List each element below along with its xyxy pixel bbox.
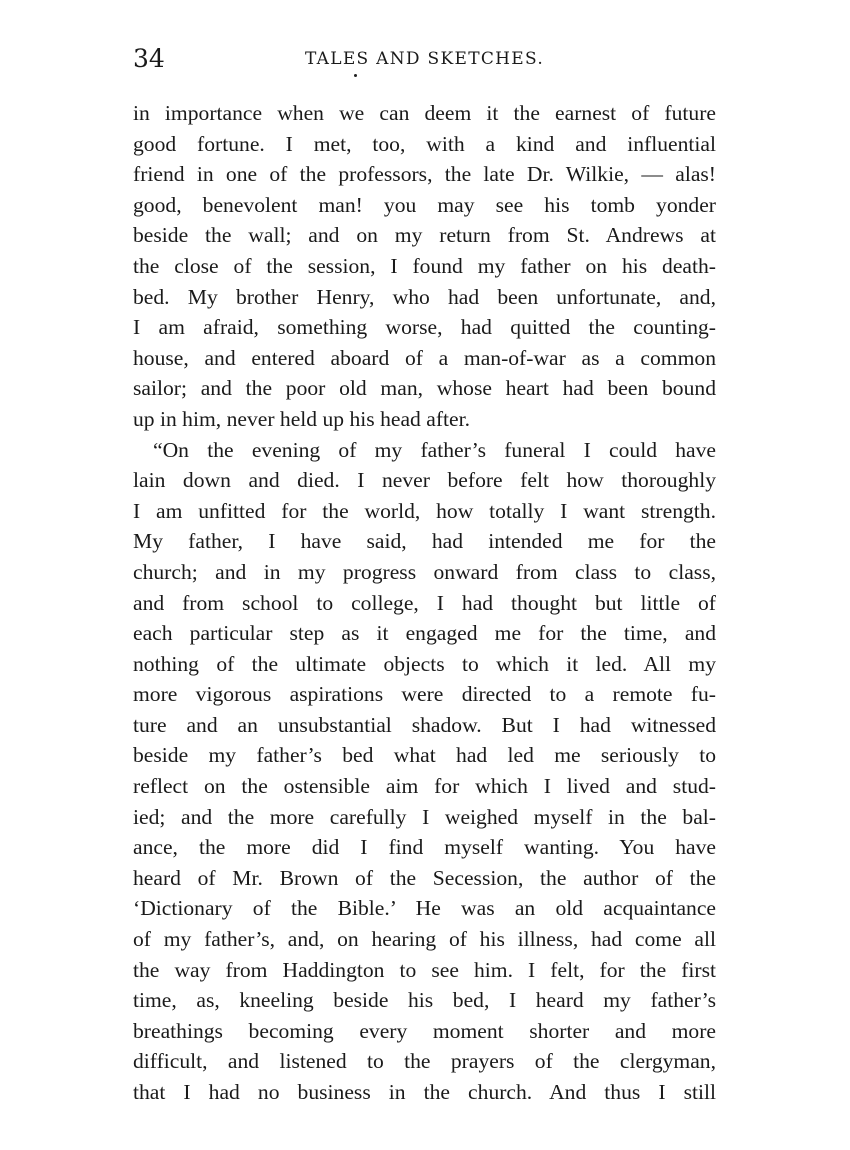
text-line: house, and entered aboard of a man-of-war as a common: [133, 345, 716, 370]
text-line: heard of Mr. Brown of the Secession, the author of the: [133, 865, 716, 890]
text-line: lain down and died. I never before felt how thoroughly: [133, 468, 716, 493]
text-line: “On the evening of my father’s funeral I could have: [153, 437, 716, 462]
text-line: in importance when we can deem it the earnest of future: [133, 101, 716, 125]
paragraph: [133, 98, 716, 435]
text-line: ture and an unsubstantial shadow. But I had witnessed: [133, 712, 716, 737]
running-title: TALES AND SKETCHES.: [304, 49, 545, 69]
text-line: sailor; and the poor old man, whose heart had been bound: [133, 376, 716, 401]
text-line: My father, I have said, had intended me for the: [133, 529, 716, 554]
text-line: each particular step as it engaged me for the time, and: [133, 621, 716, 646]
text-line: church; and in my progress onward from class to class,: [133, 559, 716, 584]
text-line: nothing of the ultimate objects to which it led. All my: [133, 651, 716, 676]
text-line: good fortune. I met, too, with a kind and influential: [133, 131, 716, 156]
text-line: good, benevolent man! you may see his tomb yonder: [133, 192, 716, 217]
text-line: breathings becoming every moment shorter and more: [133, 1018, 716, 1043]
text-line: beside my father’s bed what had led me seriously to: [133, 743, 716, 768]
text-line: up in him, never held up his head after.: [133, 406, 471, 431]
text-line: and from school to college, I had thought but little of: [133, 590, 716, 615]
text-line: ance, the more did I find myself wanting. You have: [133, 835, 716, 860]
text-line: time, as, kneeling beside his bed, I heard my father’s: [133, 988, 716, 1013]
text-line: friend in one of the professors, the late Dr. Wilkie, — alas!: [133, 162, 716, 187]
text-line: more vigorous aspirations were directed to a remote fu-: [133, 682, 716, 707]
body-text: [133, 98, 716, 1108]
text-line: ied; and the more carefully I weighed myself in the bal-: [133, 804, 716, 829]
page-number: 34: [133, 44, 165, 73]
text-line: the way from Haddington to see him. I felt, for the first: [133, 957, 716, 982]
text-line: of my father’s, and, on hearing of his illness, had come all: [133, 927, 716, 952]
text-line: beside the wall; and on my return from St. Andrews at: [133, 223, 716, 248]
paragraph: [133, 435, 716, 1108]
text-line: ‘Dictionary of the Bible.’ He was an old acquaintance: [133, 896, 716, 921]
text-line: that I had no business in the church. And thus I still: [133, 1080, 716, 1104]
running-head: [133, 44, 716, 74]
text-line: I am unfitted for the world, how totally I want strength.: [133, 498, 716, 523]
text-line: bed. My brother Henry, who had been unfortunate, and,: [133, 284, 716, 309]
text-line: the close of the session, I found my father on his death-: [133, 253, 716, 278]
text-line: difficult, and listened to the prayers of the clergyman,: [133, 1049, 716, 1074]
text-line: reflect on the ostensible aim for which I lived and stud-: [133, 774, 716, 799]
printer-mark: [354, 74, 357, 77]
text-line: I am afraid, something worse, had quitted the counting-: [133, 315, 716, 340]
